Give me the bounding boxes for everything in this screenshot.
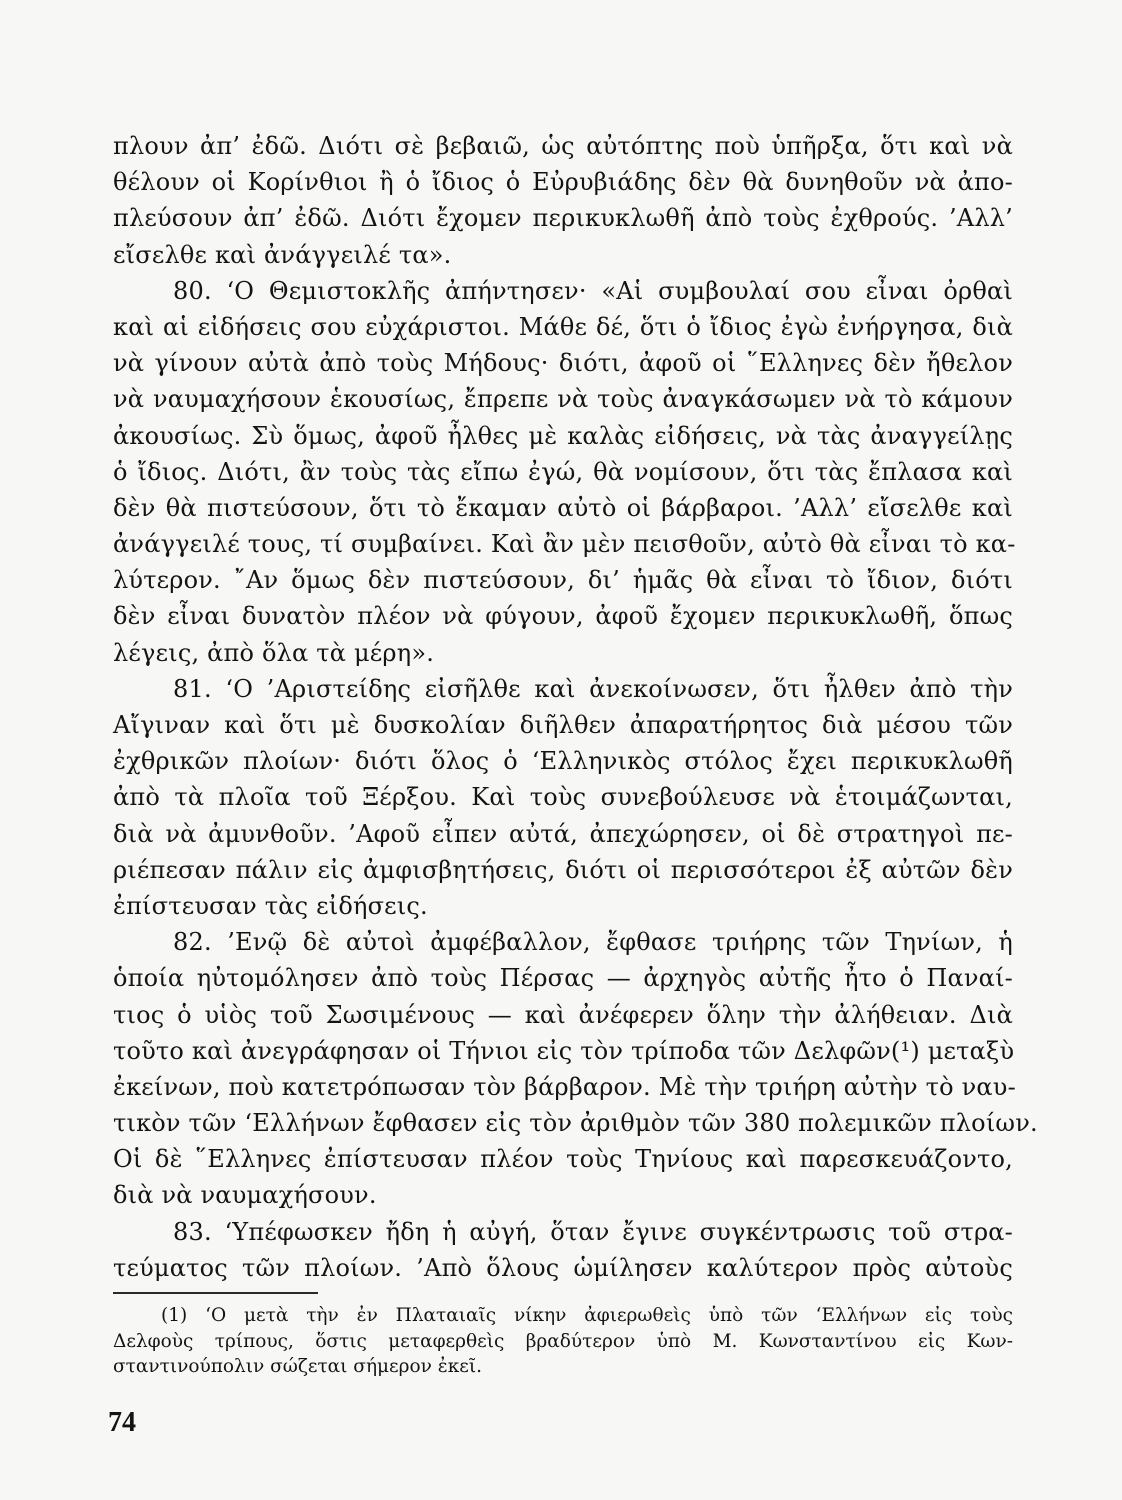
- text-line: ἐχθρικῶν πλοίων· διότι ὅλος ὁ ‘Ελληνικὸς στόλος ἔχει περικυκλωθῆ: [113, 747, 1013, 776]
- body-text: [113, 128, 1038, 1286]
- text-line: νὰ ναυμαχήσουν ἑκουσίως, ἔπρεπε νὰ τοὺς ἀναγκάσωμεν νὰ τὸ κάμουν: [113, 385, 1013, 414]
- text-line: ἀπὸ τὰ πλοῖα τοῦ Ξέρξου. Καὶ τοὺς συνεβούλευσε νὰ ἑτοιμάζωνται,: [113, 783, 1013, 812]
- paragraph-80-start: 80. ‘Ο Θεμιστοκλῆς ἀπήντησεν· «Αἱ συμβουλαί σου εἶναι ὀρθαὶ: [173, 276, 1013, 305]
- text-line: Αἴγιναν καὶ ὅτι μὲ δυσκολίαν διῆλθεν ἀπαρατήρητος διὰ μέσου τῶν: [113, 711, 1013, 739]
- text-line: λύτερον. ῎Αν ὅμως δὲν πιστεύσουν, δι’ ἡμᾶς θὰ εἶναι τὸ ἴδιον, διότι: [113, 566, 1013, 595]
- paragraph-83-start: 83. ‘Υπέφωσκεν ἤδη ἡ αὐγή, ὅταν ἔγινε συγκέντρωσις τοῦ στρα-: [173, 1217, 1013, 1246]
- footnote-line: σταντινούπολιν σώζεται σήμερον ἐκεῖ.: [113, 1356, 482, 1377]
- text-line: δὲν θὰ πιστεύσουν, ὅτι τὸ ἔκαμαν αὐτὸ οἱ βάρβαροι. ’Αλλ’ εἴσελθε καὶ: [113, 493, 1013, 522]
- footnote-divider: [113, 1292, 318, 1294]
- text-line: εἴσελθε καὶ ἀνάγγειλέ τα».: [113, 240, 452, 269]
- text-line: ἀκουσίως. Σὺ ὅμως, ἀφοῦ ἦλθες μὲ καλὰς εἰδήσεις, νὰ τὰς ἀναγγείλῃς: [113, 421, 1013, 450]
- footnote: [113, 1303, 1013, 1380]
- text-line: τικὸν τῶν ‘Ελλήνων ἔφθασεν εἰς τὸν ἀριθμὸν τῶν 380 πολεμικῶν πλοίων.: [113, 1109, 1038, 1138]
- footnote-line: (1) ‘Ο μετὰ τὴν ἐν Πλαταιαῖς νίκην ἀφιερωθεὶς ὑπὸ τῶν ‘Ελλήνων εἰς τοὺς: [161, 1305, 1013, 1326]
- text-line: διὰ νὰ ναυμαχήσουν.: [113, 1181, 377, 1210]
- text-line: θέλουν οἱ Κορίνθιοι ἢ ὁ ἴδιος ὁ Εὐρυβιάδης δὲν θὰ δυνηθοῦν νὰ ἀπο-: [113, 168, 1013, 197]
- text-line: διὰ νὰ ἀμυνθοῦν. ’Αφοῦ εἶπεν αὐτά, ἀπεχώρησεν, οἱ δὲ στρατηγοὶ πε-: [113, 819, 1013, 848]
- text-line: τεύματος τῶν πλοίων. ’Απὸ ὅλους ὡμίλησεν καλύτερον πρὸς αὐτοὺς: [113, 1253, 1013, 1282]
- text-line: καὶ αἱ εἰδήσεις σου εὐχάριστοι. Μάθε δέ, ὅτι ὁ ἴδιος ἐγὼ ἐνήργησα, διὰ: [113, 312, 1013, 341]
- text-line: τιος ὁ υἱὸς τοῦ Σωσιμένους — καὶ ἀνέφερεν ὅλην τὴν ἀλήθειαν. Διὰ: [113, 1000, 1013, 1029]
- text-line: νὰ γίνουν αὐτὰ ἀπὸ τοὺς Μήδους· διότι, ἀφοῦ οἱ ῞Ελληνες δὲν ἤθελον: [113, 349, 1013, 378]
- text-line: λέγεις, ἀπὸ ὅλα τὰ μέρη».: [113, 638, 435, 667]
- text-line: πλουν ἀπ’ ἐδῶ. Διότι σὲ βεβαιῶ, ὡς αὐτόπτης ποὺ ὑπῆρξα, ὅτι καὶ νὰ: [113, 132, 1013, 160]
- text-line: πλεύσουν ἀπ’ ἐδῶ. Διότι ἔχομεν περικυκλωθῆ ἀπὸ τοὺς ἐχθρούς. ’Αλλ’: [113, 204, 1013, 233]
- text-line: ὁ ἴδιος. Διότι, ἂν τοὺς τὰς εἴπω ἐγώ, θὰ νομίσουν, ὅτι τὰς ἔπλασα καὶ: [113, 457, 1013, 486]
- text-line: ὁποία ηὐτομόλησεν ἀπὸ τοὺς Πέρσας — ἀρχηγὸς αὐτῆς ἦτο ὁ Παναί-: [113, 964, 1013, 993]
- text-line: τοῦτο καὶ ἀνεγράφησαν οἱ Τήνιοι εἰς τὸν τρίποδα τῶν Δελφῶν(¹) μεταξὺ: [113, 1036, 1015, 1065]
- text-line: δὲν εἶναι δυνατὸν πλέον νὰ φύγουν, ἀφοῦ ἔχομεν περικυκλωθῆ, ὅπως: [113, 602, 1013, 631]
- paragraph-81-start: 81. ‘Ο ’Αριστείδης εἰσῆλθε καὶ ἀνεκοίνωσεν, ὅτι ἦλθεν ἀπὸ τὴν: [173, 674, 1013, 703]
- paragraph-82-start: 82. ’Ενῷ δὲ αὐτοὶ ἀμφέβαλλον, ἔφθασε τριήρης τῶν Τηνίων, ἡ: [173, 928, 1013, 957]
- text-line: ριέπεσαν πάλιν εἰς ἀμφισβητήσεις, διότι οἱ περισσότεροι ἐξ αὐτῶν δὲν: [113, 855, 1013, 884]
- text-line: ἐκείνων, ποὺ κατετρόπωσαν τὸν βάρβαρον. Μὲ τὴν τριήρη αὐτὴν τὸ ναυ-: [113, 1072, 1016, 1101]
- text-line: ἐπίστευσαν τὰς εἰδήσεις.: [113, 891, 428, 920]
- text-line: ἀνάγγειλέ τους, τί συμβαίνει. Καὶ ἂν μὲν πεισθοῦν, αὐτὸ θὰ εἶναι τὸ κα-: [113, 530, 1016, 559]
- text-line: Οἱ δὲ ῞Ελληνες ἐπίστευσαν πλέον τοὺς Τηνίους καὶ παρεσκευάζοντο,: [113, 1145, 1013, 1174]
- footnote-line: Δελφοὺς τρίπους, ὅστις μεταφερθεὶς βραδύτερον ὑπὸ Μ. Κωνσταντίνου εἰς Κων-: [113, 1330, 1013, 1352]
- page-number: 74: [108, 1407, 136, 1438]
